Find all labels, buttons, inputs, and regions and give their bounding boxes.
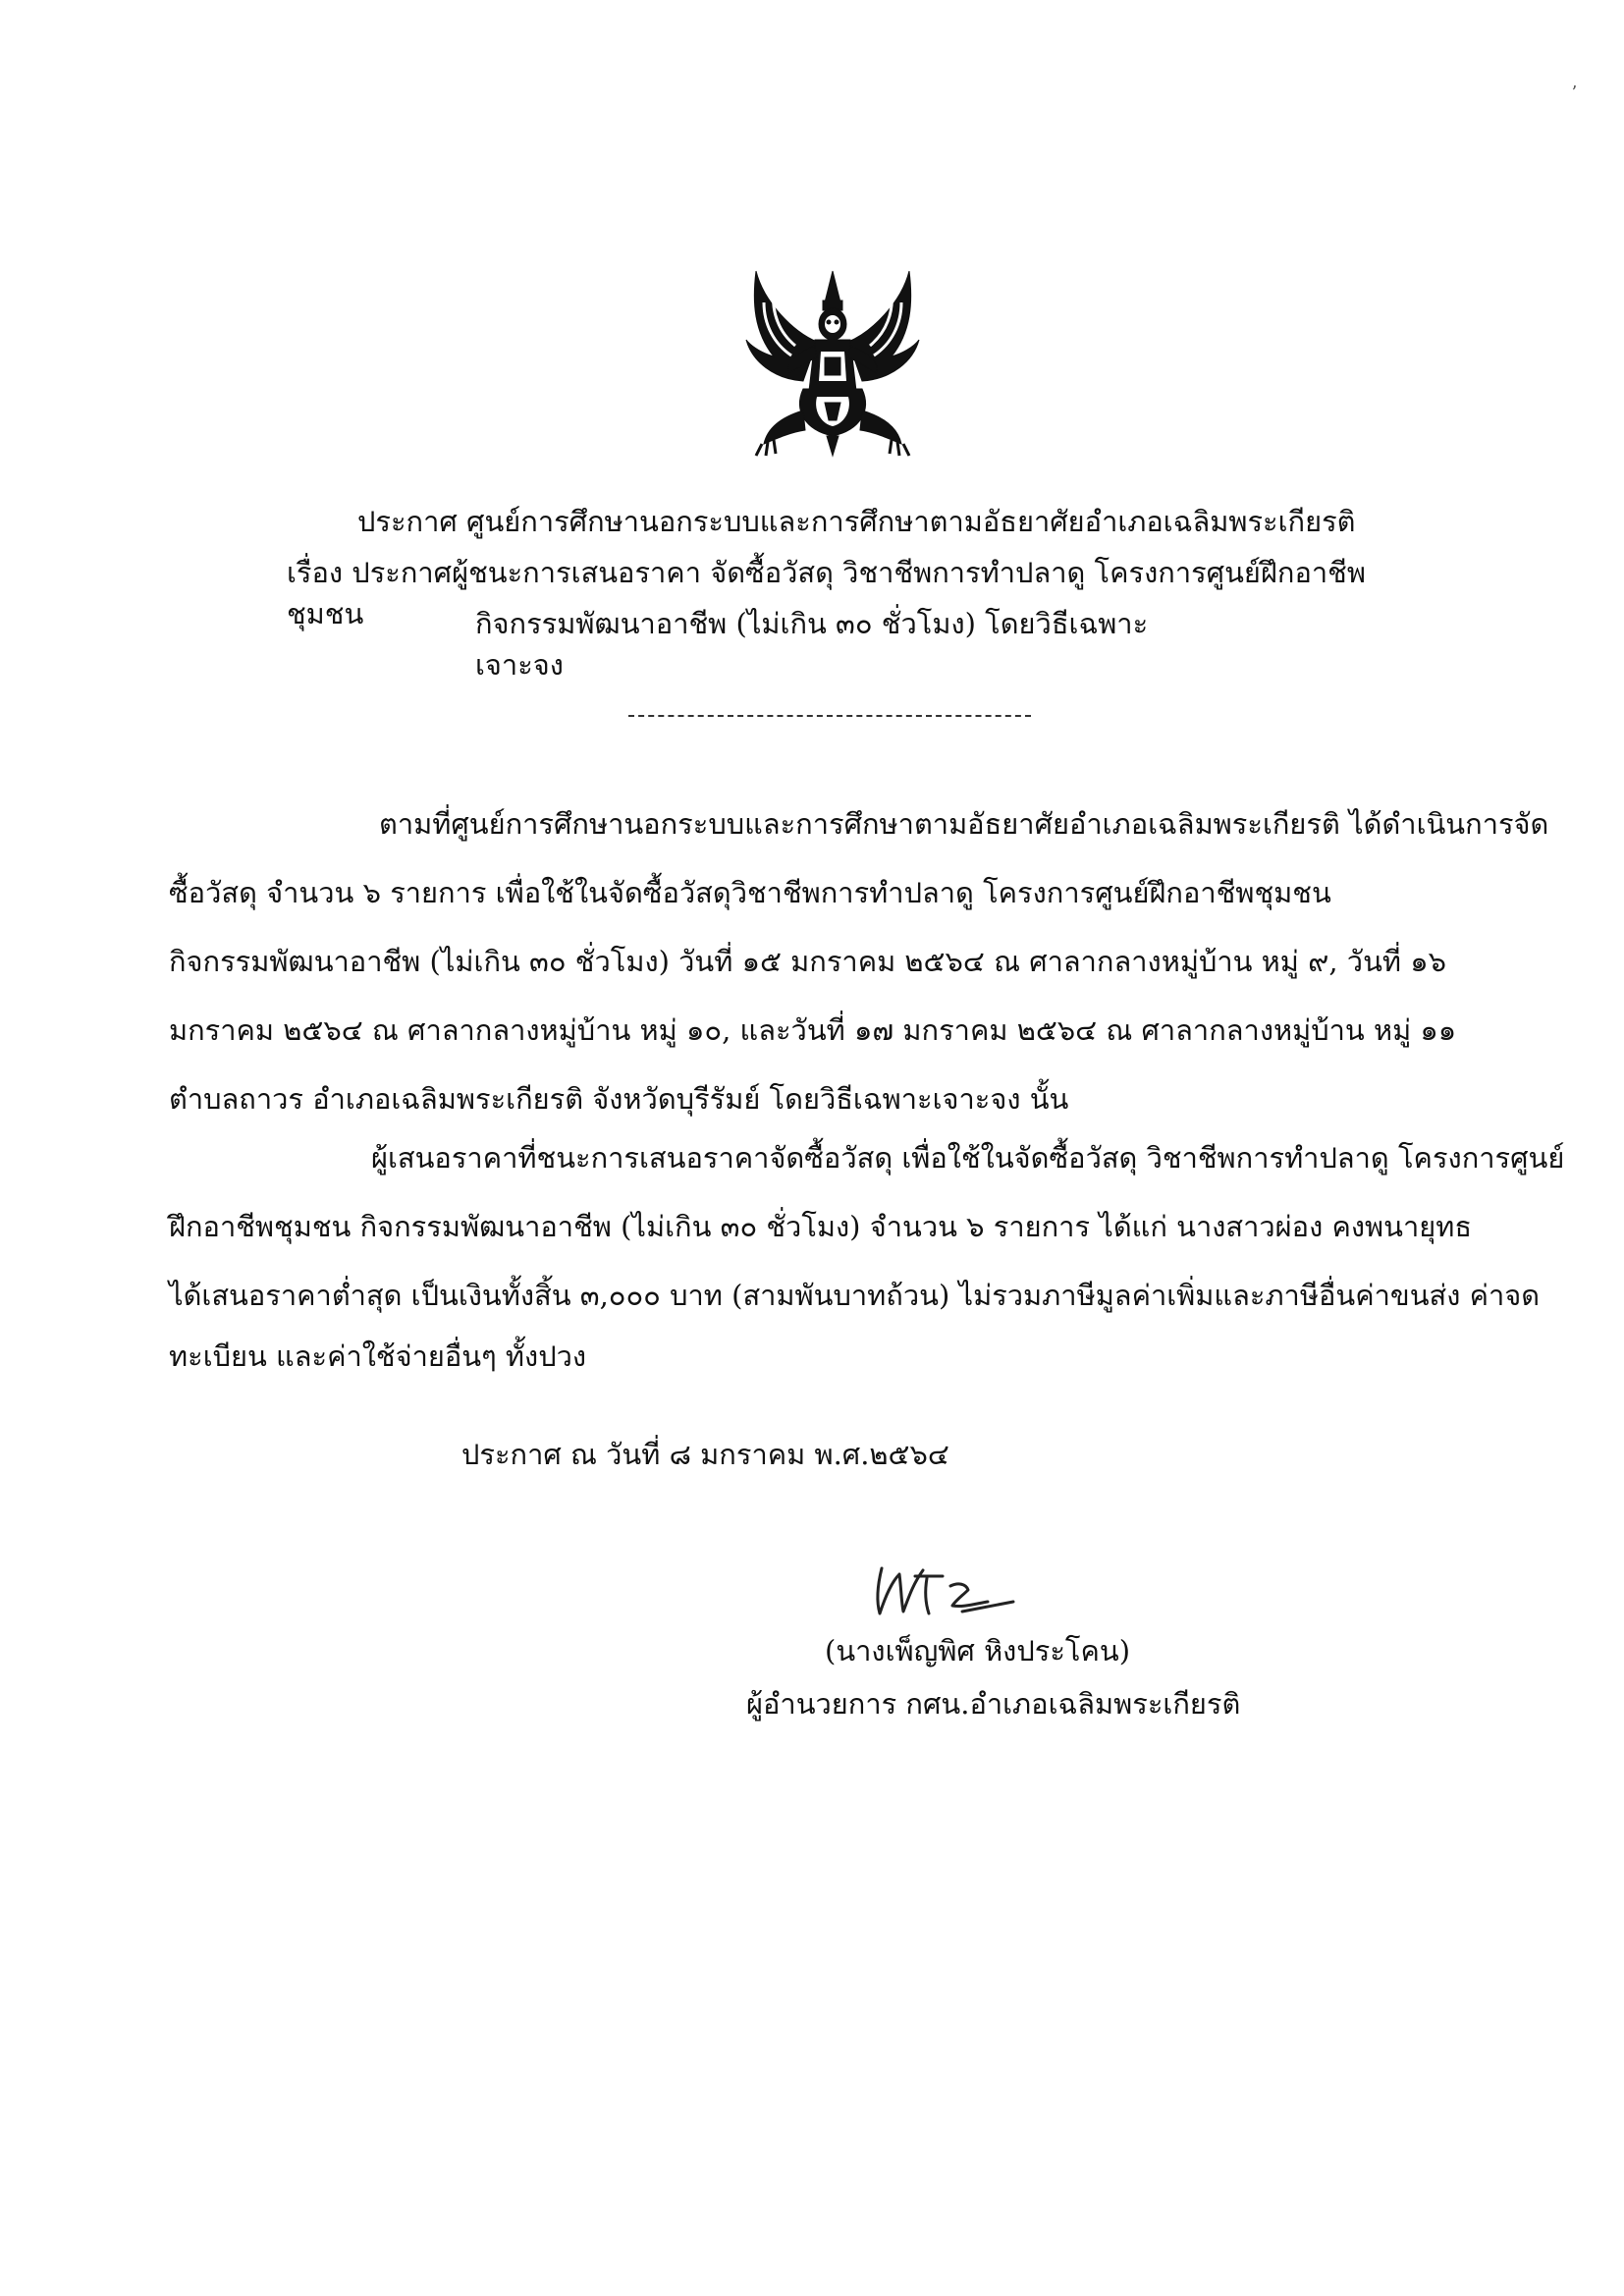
subject-line-continued: กิจกรรมพัฒนาอาชีพ (ไม่เกิน ๓๐ ชั่วโมง) โดยวิธีเฉพาะเจาะจง: [475, 607, 1149, 682]
paragraph-line: กิจกรรมพัฒนาอาชีพ (ไม่เกิน ๓๐ ชั่วโมง) วันที่ ๑๕ มกราคม ๒๕๖๔ ณ ศาลากลางหมู่บ้าน หมู่ ๙, วันที่ ๑๖: [169, 945, 1447, 978]
paragraph-line: มกราคม ๒๕๖๔ ณ ศาลากลางหมู่บ้าน หมู่ ๑๐, และวันที่ ๑๗ มกราคม ๒๕๖๔ ณ ศาลากลางหมู่บ้าน หมู่ ๑๑: [169, 1013, 1457, 1047]
announcement-title-line: ประกาศ ศูนย์การศึกษานอกระบบและการศึกษาตามอัธยาศัยอำเภอเฉลิมพระเกียรติ: [357, 505, 1356, 538]
paragraph-line: ตำบลถาวร อำเภอเฉลิมพระเกียรติ จังหวัดบุรีรัมย์ โดยวิธีเฉพาะเจาะจง นั้น: [169, 1082, 1069, 1116]
garuda-emblem-icon: [734, 263, 931, 460]
paragraph-line: ได้เสนอราคาต่ำสุด เป็นเงินทั้งสิ้น ๓,๐๐๐ บาท (สามพันบาทถ้วน) ไม่รวมภาษีมูลค่าเพิ่มและภาษีอื่นค่าขนส่ง ค่าจด: [169, 1279, 1541, 1312]
announcement-date: ประกาศ ณ วันที่ ๘ มกราคม พ.ศ.๒๕๖๔: [461, 1438, 949, 1471]
dashed-divider: [628, 715, 1031, 717]
signer-name: (นางเพ็ญพิศ หิงประโคน): [825, 1634, 1131, 1667]
signer-position: ผู้อำนวยการ กศน.อำเภอเฉลิมพระเกียรติ: [746, 1687, 1241, 1721]
paragraph-line: ซื้อวัสดุ จำนวน ๖ รายการ เพื่อใช้ในจัดซื้อวัสดุวิชาชีพการทำปลาดู โครงการศูนย์ฝึกอาชีพชุมชน: [169, 876, 1331, 909]
paragraph-line: ทะเบียน และค่าใช้จ่ายอื่นๆ ทั้งปวง: [169, 1339, 587, 1373]
paragraph-line: ตามที่ศูนย์การศึกษานอกระบบและการศึกษาตามอัธยาศัยอำเภอเฉลิมพระเกียรติ ได้ดำเนินการจัด: [379, 807, 1549, 841]
subject-line: เรื่อง ประกาศผู้ชนะการเสนอราคา จัดซื้อวัสดุ วิชาชีพการทำปลาดู โครงการศูนย์ฝึกอาชีพชุมชน: [287, 556, 1366, 630]
paragraph-line: ฝึกอาชีพชุมชน กิจกรรมพัฒนาอาชีพ (ไม่เกิน ๓๐ ชั่วโมง) จำนวน ๖ รายการ ได้แก่ นางสาวผ่อง คงพนายุทธ: [169, 1210, 1473, 1243]
handwritten-signature: [868, 1557, 1021, 1619]
scan-mark: ʼ: [1571, 82, 1577, 103]
paragraph-line: ผู้เสนอราคาที่ชนะการเสนอราคาจัดซื้อวัสดุ เพื่อใช้ในจัดซื้อวัสดุ วิชาชีพการทำปลาดู โครงการศูนย์: [371, 1141, 1565, 1175]
